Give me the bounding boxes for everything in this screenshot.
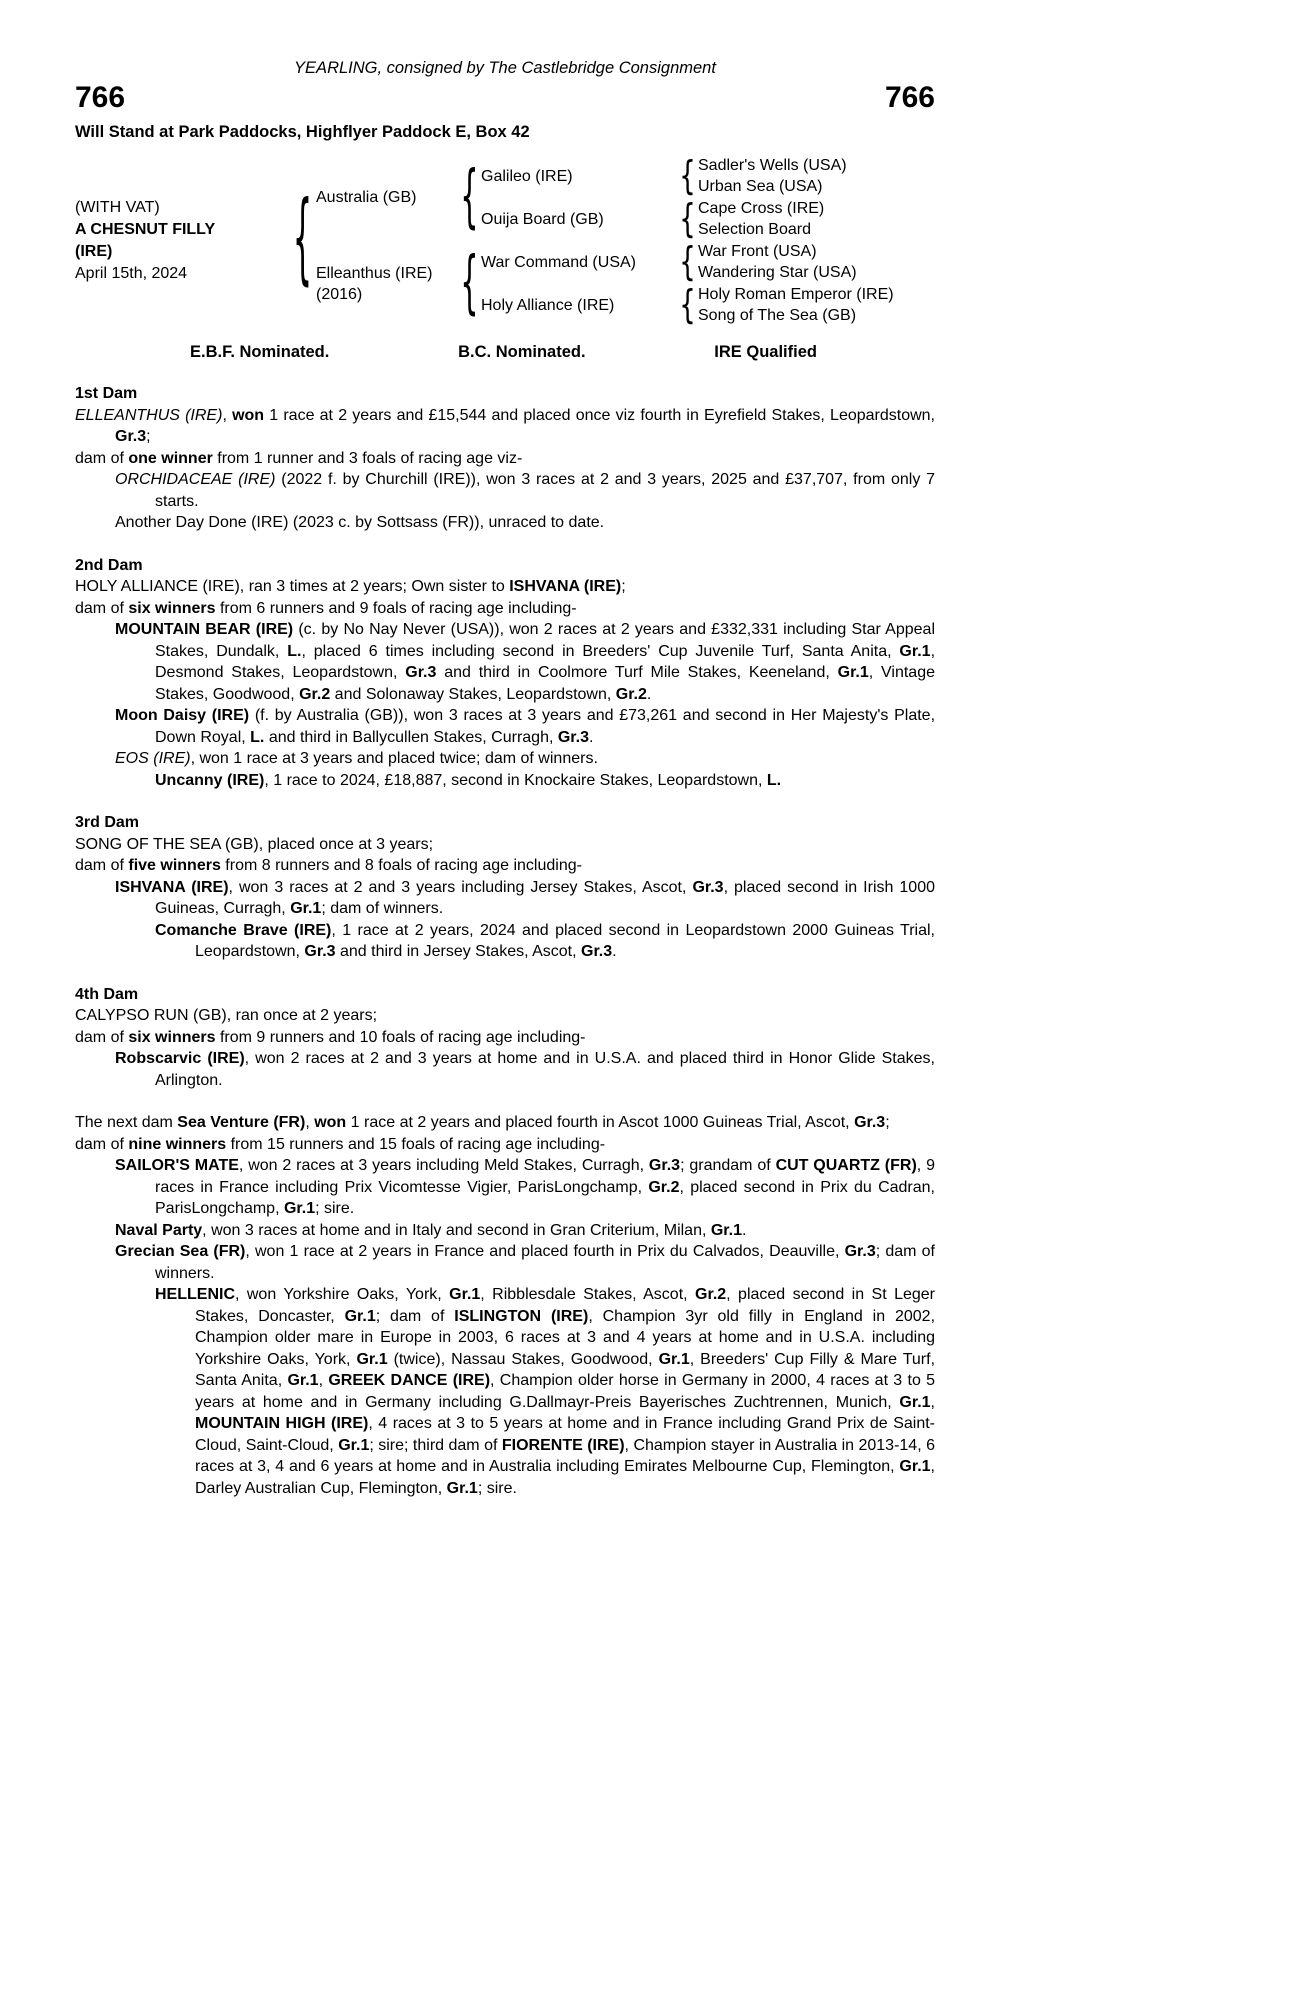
text-segment: . xyxy=(589,728,594,746)
text-segment: (c. by No Nay Never (USA)), won 2 races at 2 years and £332,331 including Star Appeal Stakes, Dundalk, xyxy=(155,621,936,660)
ggp-dam-dam-dam: Song of The Sea (GB) xyxy=(698,307,857,325)
text-segment: ; grandam of xyxy=(680,1157,776,1174)
text-segment: Uncanny (IRE) xyxy=(155,771,265,789)
text-segment: and third in Coolmore Turf Mile Stakes, Keeneland, xyxy=(436,664,838,681)
text-segment: ; xyxy=(621,578,626,595)
text-segment: ; sire. xyxy=(477,1479,517,1497)
pedigree-paragraph xyxy=(75,448,935,470)
pedigree-paragraph xyxy=(75,1284,935,1499)
text-segment: Gr.2 xyxy=(299,685,331,703)
pedigree-paragraph xyxy=(75,1134,935,1156)
text-segment: ; dam of xyxy=(375,1307,455,1325)
text-segment: won xyxy=(232,406,265,424)
text-segment: Gr.1 xyxy=(290,900,322,917)
pedigree-brace-dam xyxy=(457,266,481,302)
text-segment: ISLINGTON (IRE) xyxy=(454,1307,589,1325)
horse-suffix: (IRE) xyxy=(75,243,113,260)
pedigree-table xyxy=(75,155,935,327)
text-segment: from 8 runners and 8 foals of racing age including- xyxy=(220,857,582,874)
text-segment: , 1 race to 2024, £18,887, second in Knockaire Stakes, Leopardstown, xyxy=(264,771,767,789)
text-segment: Naval Party xyxy=(115,1221,203,1239)
text-segment: 1 race at 2 years and £15,544 and placed once viz fourth in Eyrefield Stakes, Leopardstown, xyxy=(264,406,936,424)
text-segment: Sea Venture (FR) xyxy=(177,1114,306,1131)
text-segment: , 9 races in France including Prix Vicomtesse Vigier, ParisLongchamp, xyxy=(155,1157,935,1196)
text-segment: Gr.3 xyxy=(854,1114,886,1131)
text-segment: , won Yorkshire Oaks, York, xyxy=(235,1286,450,1303)
text-segment: L. xyxy=(766,771,782,789)
text-segment: ; dam of winners. xyxy=(321,900,444,917)
text-segment: Gr.1 xyxy=(710,1221,742,1239)
text-segment: CUT QUARTZ (FR) xyxy=(775,1157,917,1174)
section-heading: 4th Dam xyxy=(75,985,139,1003)
text-segment: Gr.3 xyxy=(692,878,724,896)
text-segment: (f. by Australia (GB)), won 3 races at 3 years and £73,261 and second in Her Majesty's Plate, Down Royal, xyxy=(155,707,936,746)
text-segment: (2022 f. by Churchill (IRE)), won 3 races at 2 and 3 years, 2025 and £37,707, from only 7 starts. xyxy=(155,471,935,510)
text-segment: , placed 6 times including second in Breeders' Cup Juvenile Turf, Santa Anita, xyxy=(301,642,900,660)
text-segment: Gr.1 xyxy=(837,664,869,681)
text-segment: ORCHIDACEAE (IRE) xyxy=(115,471,276,488)
text-segment: , 4 races at 3 to 5 years at home and in France including Grand Prix de Saint-Cloud, Saint-Cloud, xyxy=(195,1415,936,1454)
pedigree-paragraph xyxy=(75,405,935,448)
lot-number-right: 766 xyxy=(884,81,935,114)
pedigree-paragraph xyxy=(75,1112,935,1134)
text-segment: won xyxy=(314,1114,347,1131)
text-segment: , won 2 races at 3 years including Meld Stakes, Curragh, xyxy=(238,1157,649,1174)
pedigree-paragraph xyxy=(75,705,935,748)
text-segment: and third in Ballycullen Stakes, Curragh, xyxy=(264,728,558,746)
text-segment: six winners xyxy=(128,599,216,617)
sire-sire-name: Galileo (IRE) xyxy=(481,167,573,185)
text-segment: Gr.1 xyxy=(449,1286,481,1303)
text-segment: one winner xyxy=(128,449,213,467)
text-segment: , won 1 race at 3 years and placed twice; dam of winners. xyxy=(190,750,598,767)
text-segment: , Champion 3yr old filly in England in 2002, Champion older mare in Europe in 2003, 6 races at 3 and 4 years at home and in U.S.A. including Yorkshire Oaks, York, xyxy=(195,1307,936,1368)
text-segment: dam of xyxy=(75,599,129,617)
ire-qualified: IRE Qualified xyxy=(714,343,817,361)
text-segment: , won 3 races at 2 and 3 years including Jersey Stakes, Ascot, xyxy=(228,878,693,896)
dam-name: Elleanthus (IRE) xyxy=(316,265,433,282)
pedigree-brace-gp2 xyxy=(676,202,698,238)
text-segment: Gr.1 xyxy=(338,1436,370,1454)
text-segment: ISHVANA (IRE) xyxy=(509,578,622,595)
ggp-sire-dam-sire: Cape Cross (IRE) xyxy=(698,199,825,217)
pedigree-paragraph xyxy=(75,1005,935,1027)
lot-number-row xyxy=(75,82,935,114)
section-heading: 3rd Dam xyxy=(75,814,140,831)
dam-sire-name: War Command (USA) xyxy=(481,253,636,271)
pedigree-paragraph xyxy=(75,877,935,920)
pedigree-brace-gp3 xyxy=(676,245,698,281)
text-segment: The next dam xyxy=(75,1114,178,1131)
pedigree-paragraph xyxy=(75,920,935,963)
ggp-sire-dam-dam: Selection Board xyxy=(698,221,811,239)
text-segment: , won 3 races at home and in Italy and second in Gran Criterium, Milan, xyxy=(202,1221,711,1239)
text-segment: , Desmond Stakes, Leopardstown, xyxy=(155,642,936,681)
ggp-sire-sire-sire: Sadler's Wells (USA) xyxy=(698,156,847,174)
pedigree-paragraph xyxy=(75,598,935,620)
text-segment: HELLENIC xyxy=(155,1286,235,1303)
pedigree-paragraph xyxy=(75,834,935,856)
pedigree-brace-gp1 xyxy=(676,159,698,195)
text-segment: and third in Jersey Stakes, Ascot, xyxy=(335,943,581,960)
text-segment: Gr.3 xyxy=(581,943,613,960)
text-segment: Gr.3 xyxy=(557,728,589,746)
pedigree-paragraph xyxy=(75,1155,935,1220)
text-segment: ; xyxy=(146,428,151,445)
ggp-dam-sire-dam: Wandering Star (USA) xyxy=(698,264,857,282)
text-segment: from 9 runners and 10 foals of racing age including- xyxy=(215,1028,586,1046)
pedigree-paragraph xyxy=(75,576,935,598)
text-segment: , placed second in St Leger Stakes, Doncaster, xyxy=(195,1286,936,1325)
text-segment: dam of xyxy=(75,1028,129,1046)
text-segment: Moon Daisy (IRE) xyxy=(115,707,250,724)
dam-dam-name: Holy Alliance (IRE) xyxy=(481,296,615,314)
ebf-nomination: E.B.F. Nominated. xyxy=(190,343,330,361)
text-segment: Gr.2 xyxy=(695,1286,727,1303)
text-segment: FIORENTE (IRE) xyxy=(501,1436,625,1454)
pedigree-brace-sire xyxy=(457,180,481,216)
text-segment: Gr.1 xyxy=(899,1458,931,1475)
text-segment: , won 1 race at 2 years in France and placed fourth in Prix du Calvados, Deauville, xyxy=(245,1243,845,1260)
pedigree-paragraph xyxy=(75,1241,935,1284)
vat-note: (WITH VAT) xyxy=(75,199,160,216)
text-segment: five winners xyxy=(128,857,221,874)
pedigree-paragraph xyxy=(75,1220,935,1242)
text-segment: ; sire; third dam of xyxy=(369,1436,502,1454)
text-segment: Gr.1 xyxy=(344,1307,376,1325)
text-segment: MOUNTAIN HIGH (IRE) xyxy=(195,1415,369,1432)
text-segment: Gr.1 xyxy=(658,1350,690,1368)
text-segment: , Champion stayer in Australia in 2013-14, 6 races at 3, 4 and 6 years at home and in Australia including Emirates Melbourne Cup, Flemington, xyxy=(195,1436,935,1475)
text-segment: Gr.2 xyxy=(615,685,647,703)
text-segment: ISHVANA (IRE) xyxy=(115,878,229,896)
pedigree-paragraph xyxy=(75,619,935,705)
text-segment: , placed second in Irish 1000 Guineas, Curragh, xyxy=(155,878,935,917)
consignment-header: YEARLING, consigned by The Castlebridge Consignment xyxy=(294,59,716,77)
ggp-dam-sire-sire: War Front (USA) xyxy=(698,242,817,260)
text-segment: L. xyxy=(287,642,302,660)
text-segment: Robscarvic (IRE) xyxy=(115,1050,245,1067)
bc-nomination: B.C. Nominated. xyxy=(458,343,586,361)
sire-dam-name: Ouija Board (GB) xyxy=(481,210,604,228)
text-segment: Grecian Sea (FR) xyxy=(115,1243,246,1260)
text-segment: SAILOR'S MATE xyxy=(115,1157,239,1174)
text-segment: . xyxy=(646,685,652,703)
stand-location: Will Stand at Park Paddocks, Highflyer Paddock E, Box 42 xyxy=(75,123,530,141)
text-segment: Gr.3 xyxy=(405,664,437,681)
text-segment: MOUNTAIN BEAR (IRE) xyxy=(115,621,294,638)
pedigree-paragraph xyxy=(75,512,935,534)
section-heading: 2nd Dam xyxy=(75,556,143,574)
text-segment: Gr.3 xyxy=(115,428,147,445)
text-segment: CALYPSO RUN (GB), ran once at 2 years; xyxy=(75,1007,378,1024)
text-segment: Gr.1 xyxy=(446,1479,478,1497)
text-segment: dam of xyxy=(75,449,129,467)
text-segment: Gr.1 xyxy=(287,1372,319,1389)
text-segment: ELLEANTHUS (IRE) xyxy=(75,406,223,424)
text-segment: , Champion older horse in Germany in 2000, 4 races at 3 to 5 years at home and in Germany including G.Dallmayr-Preis Bayerisches Zuchtrennen, Munich, xyxy=(195,1372,936,1411)
text-segment: Gr.3 xyxy=(844,1243,876,1260)
pedigree-paragraph xyxy=(75,469,935,512)
text-segment: Gr.1 xyxy=(356,1350,388,1368)
text-segment: SONG OF THE SEA (GB), placed once at 3 years; xyxy=(75,835,434,853)
text-segment: HOLY ALLIANCE (IRE), ran 3 times at 2 years; Own sister to xyxy=(75,578,510,595)
text-segment: ; xyxy=(885,1114,890,1131)
horse-name: A CHESNUT FILLY xyxy=(75,221,216,238)
text-segment: and Solonaway Stakes, Leopardstown, xyxy=(330,685,616,703)
text-segment: Gr.1 xyxy=(283,1200,316,1217)
foaling-date: April 15th, 2024 xyxy=(75,265,188,282)
text-segment: Another Day Done (IRE) (2023 c. by Sottsass (FR)), unraced to date. xyxy=(115,514,605,531)
text-segment: , Ribblesdale Stakes, Ascot, xyxy=(480,1286,696,1303)
text-segment: dam of xyxy=(75,1135,129,1153)
text-segment: Gr.1 xyxy=(899,642,931,660)
text-segment: , Darley Australian Cup, Flemington, xyxy=(195,1458,935,1497)
text-segment: EOS (IRE) xyxy=(115,750,191,767)
text-segment: . xyxy=(742,1221,747,1239)
pedigree-brace-gp4 xyxy=(676,288,698,324)
text-segment: ; dam of winners. xyxy=(155,1243,935,1282)
text-segment: nine winners xyxy=(128,1135,227,1153)
section-heading: 1st Dam xyxy=(75,385,138,402)
sire-name: Australia (GB) xyxy=(316,189,417,206)
text-segment: , xyxy=(305,1114,315,1131)
text-segment: (twice), Nassau Stakes, Goodwood, xyxy=(387,1350,659,1368)
text-segment: , Vintage Stakes, Goodwood, xyxy=(155,664,936,703)
pedigree-paragraph xyxy=(75,855,935,877)
text-segment: from 6 runners and 9 foals of racing age including- xyxy=(215,599,577,617)
pedigree-paragraph xyxy=(75,1048,935,1091)
text-segment: , xyxy=(318,1372,329,1389)
text-segment: from 15 runners and 15 foals of racing age including- xyxy=(226,1135,606,1153)
text-segment: Comanche Brave (IRE) xyxy=(155,921,332,939)
text-segment: ; sire. xyxy=(315,1200,355,1217)
horse-details-block xyxy=(75,197,288,285)
text-segment: L. xyxy=(250,728,265,746)
nominations-row xyxy=(75,343,935,362)
text-segment: Gr.1 xyxy=(899,1393,931,1411)
text-segment: , 1 race at 2 years, 2024 and placed second in Leopardstown 2000 Guineas Trial, Leopardstown, xyxy=(195,921,935,960)
text-segment: , xyxy=(222,406,233,424)
dam-name-block xyxy=(316,263,457,305)
dam-year: (2016) xyxy=(316,286,363,303)
text-segment: , xyxy=(930,1393,935,1411)
ggp-dam-dam-sire: Holy Roman Emperor (IRE) xyxy=(698,285,894,303)
text-segment: 1 race at 2 years and placed fourth in Ascot 1000 Guineas Trial, Ascot, xyxy=(346,1114,855,1131)
text-segment: Gr.2 xyxy=(648,1178,680,1196)
text-segment: from 1 runner and 3 foals of racing age viz- xyxy=(212,449,523,467)
ggp-sire-sire-dam: Urban Sea (USA) xyxy=(698,178,823,196)
text-segment: dam of xyxy=(75,857,129,874)
pedigree-paragraph xyxy=(75,748,935,770)
text-segment: Gr.3 xyxy=(304,943,336,960)
catalogue-body xyxy=(75,383,935,1499)
pedigree-brace-main xyxy=(288,223,316,259)
text-segment: Gr.3 xyxy=(648,1157,681,1174)
text-segment: , Breeders' Cup Filly & Mare Turf, Santa Anita, xyxy=(195,1350,936,1389)
pedigree-paragraph xyxy=(75,1027,935,1049)
lot-number-left: 766 xyxy=(75,81,126,114)
text-segment: GREEK DANCE (IRE) xyxy=(328,1372,491,1389)
text-segment: , won 2 races at 2 and 3 years at home and in U.S.A. and placed third in Honor Glide Stakes, Arlington. xyxy=(155,1050,935,1089)
text-segment: six winners xyxy=(128,1028,216,1046)
pedigree-paragraph xyxy=(75,770,935,792)
text-segment: , placed second in Prix du Cadran, ParisLongchamp, xyxy=(155,1178,936,1217)
page-content xyxy=(75,0,935,1499)
text-segment: . xyxy=(612,943,617,960)
